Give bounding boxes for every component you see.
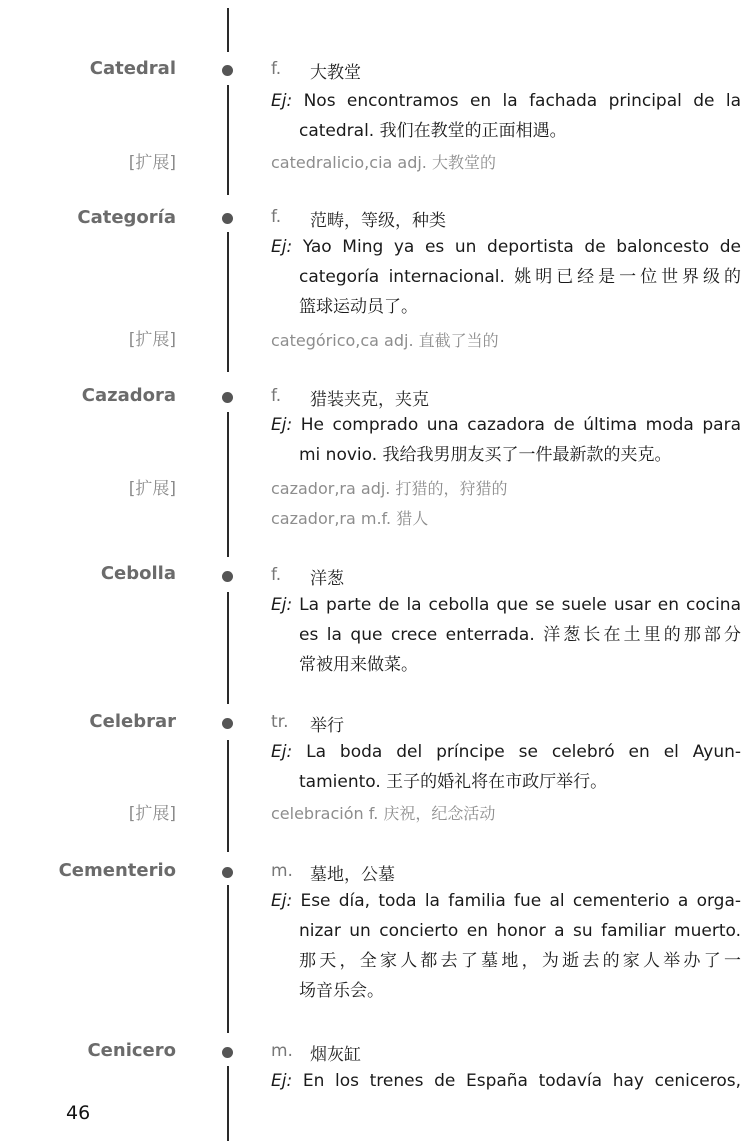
translation: 大教堂 (310, 63, 361, 83)
timeline-line (227, 232, 229, 372)
extension-label: [扩展] (128, 153, 176, 173)
example-sentence: Ej: Ese día, toda la familia fue al cementerio a orga- nizar un concierto en honor a su familiar muerto. 那天，全家人都去了墓地，为逝去的家人举办了一 场音乐会。 (271, 891, 742, 1001)
part-of-speech: m. (271, 861, 293, 881)
part-of-speech: f. (271, 565, 282, 585)
example-sentence: Ej: Yao Ming ya es un deportista de baloncesto de categoría internacional. 姚明已经是一位世界级的 篮球运动员了。 (271, 237, 741, 317)
timeline-line (227, 885, 229, 1033)
example-label: Ej: (271, 91, 293, 111)
extension-label: [扩展] (128, 330, 176, 350)
timeline-line (227, 740, 229, 852)
derivative: cazador,ra m.f. 猎人 (271, 509, 429, 528)
derivative: catedralicio,cia adj. 大教堂的 (271, 153, 496, 172)
timeline-dot (222, 213, 233, 224)
extension-label: [扩展] (128, 804, 176, 824)
derivative: celebración f. 庆祝，纪念活动 (271, 804, 496, 823)
derivative: cazador,ra adj. 打猎的，狩猎的 (271, 479, 508, 498)
derivative: categórico,ca adj. 直截了当的 (271, 331, 499, 350)
timeline-line (227, 412, 229, 557)
example-sentence: Ej: He comprado una cazadora de última moda para mi novio. 我给我男朋友买了一件最新款的夹克。 (271, 415, 742, 465)
timeline-dot (222, 65, 233, 76)
timeline-dot (222, 392, 233, 403)
timeline-line (227, 8, 229, 52)
translation: 墓地，公墓 (310, 865, 395, 885)
headword: Celebrar (89, 711, 176, 732)
translation: 猎装夹克，夹克 (310, 390, 429, 410)
timeline-line (227, 592, 229, 704)
extension-label: [扩展] (128, 479, 176, 499)
timeline-dot (222, 867, 233, 878)
headword: Cebolla (100, 563, 176, 584)
example-sentence: Ej: Nos encontramos en la fachada principal de la catedral. 我们在教堂的正面相遇。 (271, 91, 741, 141)
example-sentence: Ej: La boda del príncipe se celebró en el Ayun- tamiento. 王子的婚礼将在市政厅举行。 (271, 742, 742, 792)
headword: Categoría (77, 207, 176, 228)
example-sentence: Ej: En los trenes de España todavía hay ceniceros, (271, 1071, 741, 1091)
timeline-dot (222, 718, 233, 729)
part-of-speech: f. (271, 207, 282, 227)
page-number: 46 (66, 1102, 91, 1124)
translation: 烟灰缸 (310, 1045, 361, 1065)
part-of-speech: tr. (271, 712, 289, 732)
timeline-line (227, 85, 229, 195)
translation: 范畴，等级，种类 (310, 211, 446, 231)
timeline-line (227, 1066, 229, 1141)
example-label: Ej: (271, 1071, 293, 1091)
example-label: Ej: (271, 595, 293, 615)
headword: Cenicero (87, 1040, 176, 1061)
part-of-speech: m. (271, 1041, 293, 1061)
example-label: Ej: (271, 237, 293, 257)
example-label: Ej: (271, 415, 293, 435)
example-label: Ej: (271, 742, 293, 762)
headword: Cementerio (58, 860, 176, 881)
timeline-dot (222, 571, 233, 582)
translation: 举行 (310, 716, 344, 736)
timeline-dot (222, 1047, 233, 1058)
example-label: Ej: (271, 891, 293, 911)
part-of-speech: f. (271, 386, 282, 406)
headword: Cazadora (81, 385, 176, 406)
part-of-speech: f. (271, 59, 282, 79)
example-sentence: Ej: La parte de la cebolla que se suele usar en cocina es la que crece enterrada. 洋葱长在土里的那部分 常被用来做菜。 (271, 595, 741, 675)
translation: 洋葱 (310, 569, 344, 589)
headword: Catedral (89, 58, 176, 79)
